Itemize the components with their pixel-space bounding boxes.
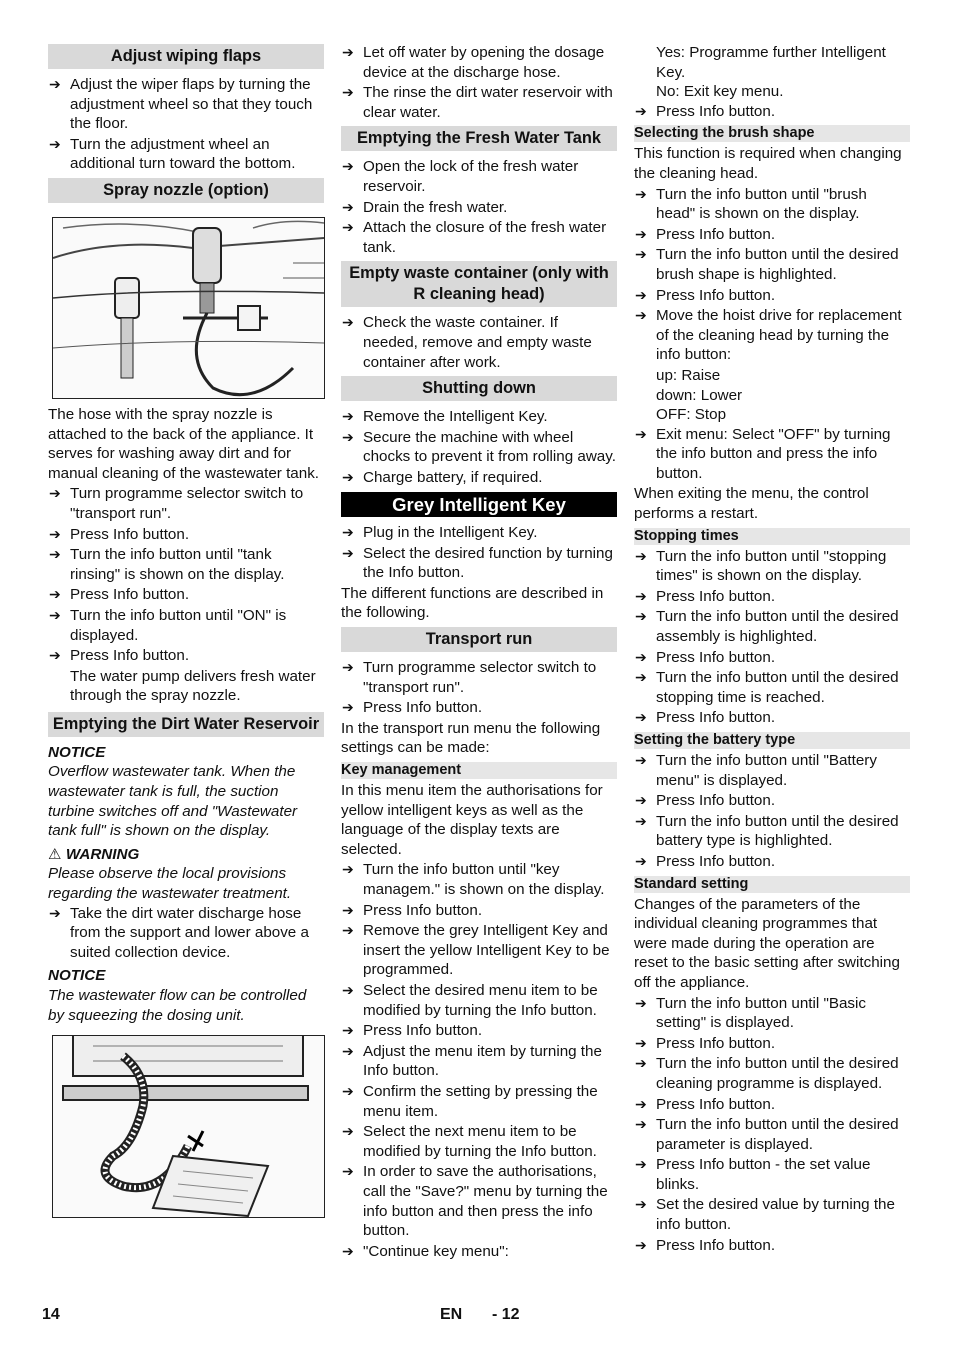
page-number: 14 (42, 1306, 60, 1323)
list-item: ➔ Turn the info button until "brush head" is shown on the display. (635, 185, 867, 223)
list-item: ➔ Confirm the setting by pressing the menu item. (342, 1082, 598, 1120)
arrow-right-icon: ➔ (49, 135, 61, 152)
arrow-right-icon: ➔ (342, 1082, 354, 1099)
list-item: ➔ Turn the info button until "key managem." is shown on the display. (342, 861, 605, 898)
heading-spray-nozzle: Spray nozzle (option) (48, 178, 324, 203)
heading-adjust-wiping-flaps: Adjust wiping flaps (48, 44, 324, 69)
list-item: ➔ Open the lock of the fresh water reservoir. (342, 158, 579, 195)
indented-text: Yes: Programme further Intelligent Key. (656, 44, 886, 81)
arrow-right-icon: ➔ (635, 669, 647, 686)
list-item: ➔ Attach the closure of the fresh water tank. (342, 219, 607, 256)
warning-label: ⚠ WARNING (48, 845, 140, 863)
heading-emptying-fresh-water: Emptying the Fresh Water Tank (341, 126, 617, 151)
list-item: ➔ Check the waste container. If needed, remove and empty waste container after work. (342, 314, 592, 371)
list-item: ➔ Turn the info button until the desired stopping time is reached. (635, 669, 899, 706)
list-item: ➔ Press Info button. (635, 1095, 776, 1113)
list-item: ➔ Press Info button. (342, 1022, 483, 1040)
arrow-right-icon: ➔ (342, 922, 354, 939)
arrow-right-icon: ➔ (342, 468, 354, 485)
list-item: ➔ Remove the Intelligent Key. (342, 408, 548, 426)
paragraph: When exiting the menu, the control performs a restart. (634, 485, 869, 523)
arrow-right-icon: ➔ (635, 994, 647, 1011)
heading-stopping-times: Stopping times (634, 528, 910, 545)
arrow-right-icon: ➔ (49, 525, 61, 542)
arrow-right-icon: ➔ (342, 699, 354, 716)
arrow-right-icon: ➔ (342, 861, 354, 878)
indented-text: up: Raise (656, 366, 721, 384)
list-item: ➔ Press Info button. (49, 647, 190, 665)
paragraph: This function is required when changing the cleaning head. (634, 145, 902, 182)
list-item: ➔ Turn the info button until "stopping times" is shown on the display. (635, 547, 887, 585)
heading-standard-setting: Standard setting (634, 876, 910, 893)
notice-text: The wastewater flow can be controlled by squeezing the dosing unit. (48, 987, 307, 1024)
arrow-right-icon: ➔ (635, 1055, 647, 1072)
list-item: ➔ Drain the fresh water. (342, 198, 508, 216)
list-item: ➔ Press Info button. (342, 901, 483, 919)
list-item: ➔ Turn programme selector switch to "transport run". (342, 659, 597, 696)
arrow-right-icon: ➔ (635, 307, 647, 324)
list-item: ➔ Select the desired function by turning the Info button. (342, 544, 613, 582)
arrow-right-icon: ➔ (635, 102, 647, 119)
arrow-right-icon: ➔ (635, 246, 647, 263)
list-item: ➔ Press Info button. (635, 792, 776, 810)
heading-key-management: Key management (341, 762, 617, 779)
arrow-right-icon: ➔ (635, 608, 647, 625)
language-code: EN (440, 1306, 463, 1323)
column-2 (341, 43, 617, 1262)
arrow-right-icon: ➔ (635, 1196, 647, 1213)
list-item: ➔ Exit menu: Select "OFF" by turning the info button and press the info button. (635, 425, 891, 482)
list-item: ➔ Turn the info button until "ON" is displayed. (49, 606, 287, 644)
arrow-right-icon: ➔ (49, 76, 61, 92)
list-item: ➔ Press Info button. (635, 225, 776, 243)
list-item: ➔ Turn the info button until "Battery menu" is displayed. (635, 752, 877, 789)
list-item: ➔ Turn the info button until "tank rinsing" is shown on the display. (49, 546, 285, 583)
list-item: ➔ Press Info button. (635, 587, 776, 605)
discharge-hose-figure (52, 1035, 325, 1218)
heading-transport-run: Transport run (341, 627, 617, 652)
list-item: ➔ Press Info button. (635, 852, 776, 870)
list-item: ➔ Charge battery, if required. (342, 468, 543, 486)
list-item: ➔ Remove the grey Intelligent Key and insert the yellow Intelligent Key to be programmed. (342, 922, 610, 979)
arrow-right-icon: ➔ (342, 1022, 354, 1039)
list-item: ➔ Take the dirt water discharge hose from the support and lower above a suited collection device. (49, 904, 309, 961)
arrow-right-icon: ➔ (49, 647, 61, 664)
paragraph: The different functions are described in the following. (341, 584, 604, 622)
arrow-right-icon: ➔ (49, 546, 61, 563)
list-item: ➔ Set the desired value by turning the info button. (635, 1196, 895, 1234)
arrow-right-icon: ➔ (635, 752, 647, 768)
list-item: ➔ Turn the info button until the desired battery type is highlighted. (635, 812, 899, 850)
list-item: ➔ The rinse the dirt water reservoir with clear water. (342, 84, 613, 121)
list-item: ➔ Select the next menu item to be modified by turning the Info button. (342, 1123, 597, 1160)
notice-label: NOTICE (48, 967, 106, 985)
arrow-right-icon: ➔ (49, 485, 61, 502)
arrow-right-icon: ➔ (342, 44, 354, 60)
list-item: ➔ Adjust the wiper flaps by turning the adjustment wheel so that they touch the floor. (49, 76, 313, 133)
paragraph: In this menu item the authorisations for yellow intelligent keys as well as the language of the display texts are selected. (341, 782, 603, 858)
indented-text: The water pump delivers fresh water through the spray nozzle. (70, 667, 316, 705)
arrow-right-icon: ➔ (342, 198, 354, 215)
arrow-right-icon: ➔ (635, 286, 647, 303)
arrow-right-icon: ➔ (635, 852, 647, 869)
sub-page-number: - 12 (492, 1306, 520, 1323)
list-item: ➔ Plug in the Intelligent Key. (342, 524, 538, 542)
list-item: ➔ Turn the info button until the desired cleaning programme is displayed. (635, 1055, 899, 1092)
warning-text: Please observe the local provisions regarding the wastewater treatment. (48, 865, 292, 903)
list-item: ➔ Turn the info button until the desired parameter is displayed. (635, 1116, 899, 1153)
paragraph: The hose with the spray nozzle is attached to the back of the appliance. It serves for washing away dirt and for manual cleaning of the wastewater tank. (48, 405, 320, 482)
list-item: ➔ In order to save the authorisations, call the "Save?" menu by turning the info button and then press the info button. (342, 1163, 608, 1240)
notice-text: Overflow wastewater tank. When the wastewater tank is full, the suction turbine switches off and "Wastewater tank full" is shown on the display. (48, 763, 298, 840)
list-item: ➔ Turn programme selector switch to "transport run". (49, 485, 304, 522)
discharge-hose-illustration (53, 1036, 324, 1217)
list-item: ➔ Press Info button. (342, 699, 483, 717)
arrow-right-icon: ➔ (342, 428, 354, 445)
list-item: ➔ "Continue key menu": (342, 1242, 509, 1260)
arrow-right-icon: ➔ (342, 981, 354, 998)
arrow-right-icon: ➔ (342, 408, 354, 425)
list-item: ➔ Adjust the menu item by turning the Info button. (342, 1042, 602, 1080)
indented-text: OFF: Stop (656, 406, 727, 424)
arrow-right-icon: ➔ (635, 1034, 647, 1051)
arrow-right-icon: ➔ (342, 84, 354, 101)
heading-empty-waste-container: Empty waste container (only with R cleaning head) (341, 261, 617, 307)
arrow-right-icon: ➔ (342, 901, 354, 918)
column-1 (48, 43, 324, 1224)
list-item: ➔ Turn the info button until "Basic setting" is displayed. (635, 994, 866, 1032)
arrow-right-icon: ➔ (342, 1163, 354, 1180)
list-item: ➔ Press Info button. (635, 1236, 776, 1254)
spray-nozzle-illustration (53, 218, 324, 398)
arrow-right-icon: ➔ (342, 544, 354, 561)
arrow-right-icon: ➔ (342, 219, 354, 236)
arrow-right-icon: ➔ (635, 1156, 647, 1173)
list-item: ➔ Move the hoist drive for replacement of the cleaning head by turning the info button: (635, 307, 902, 364)
arrow-right-icon: ➔ (342, 158, 354, 175)
arrow-right-icon: ➔ (342, 1123, 354, 1140)
heading-shutting-down: Shutting down (341, 376, 617, 401)
arrow-right-icon: ➔ (635, 587, 647, 604)
arrow-right-icon: ➔ (342, 1242, 354, 1259)
list-item: ➔ Press Info button. (635, 102, 776, 120)
arrow-right-icon: ➔ (635, 648, 647, 665)
list-item: ➔ Press Info button. (635, 709, 776, 727)
heading-selecting-brush-shape: Selecting the brush shape (634, 125, 910, 142)
list-item: ➔ Select the desired menu item to be modified by turning the Info button. (342, 981, 598, 1019)
arrow-right-icon: ➔ (635, 792, 647, 809)
column-3 (634, 43, 910, 1256)
list-item: ➔ Turn the info button until the desired assembly is highlighted. (635, 608, 899, 646)
list-item: ➔ Press Info button. (635, 648, 776, 666)
arrow-right-icon: ➔ (635, 1116, 647, 1133)
arrow-right-icon: ➔ (635, 709, 647, 726)
arrow-right-icon: ➔ (635, 547, 647, 564)
heading-grey-intelligent-key: Grey Intelligent Key (341, 492, 617, 518)
indented-text: down: Lower (656, 386, 743, 404)
warning-triangle-icon: ⚠ (48, 845, 62, 863)
list-item: ➔ Turn the info button until the desired brush shape is highlighted. (635, 246, 899, 283)
arrow-right-icon: ➔ (342, 659, 354, 676)
list-item: ➔ Press Info button. (49, 525, 190, 543)
paragraph: Changes of the parameters of the individual cleaning programmes that were made during the operation are reset to the basic setting after switching off the appliance. (634, 895, 900, 991)
arrow-right-icon: ➔ (342, 1042, 354, 1059)
arrow-right-icon: ➔ (49, 606, 61, 623)
indented-text: No: Exit key menu. (656, 83, 784, 101)
list-item: ➔ Press Info button. (635, 286, 776, 304)
arrow-right-icon: ➔ (342, 314, 354, 331)
heading-emptying-dirt-water: Emptying the Dirt Water Reservoir (48, 712, 324, 737)
list-item: ➔ Secure the machine with wheel chocks to prevent it from rolling away. (342, 428, 616, 466)
list-item: ➔ Press Info button - the set value blinks. (635, 1156, 871, 1193)
notice-label: NOTICE (48, 743, 106, 761)
list-item: ➔ Press Info button. (49, 586, 190, 604)
list-item: ➔ Turn the adjustment wheel an additional turn toward the bottom. (49, 135, 296, 173)
arrow-right-icon: ➔ (342, 524, 354, 541)
arrow-right-icon: ➔ (49, 586, 61, 603)
heading-setting-battery-type: Setting the battery type (634, 732, 910, 749)
arrow-right-icon: ➔ (635, 185, 647, 202)
list-item: ➔ Let off water by opening the dosage device at the discharge hose. (342, 44, 605, 81)
spray-nozzle-figure (52, 217, 325, 399)
arrow-right-icon: ➔ (635, 1236, 647, 1253)
list-item: ➔ Press Info button. (635, 1034, 776, 1052)
arrow-right-icon: ➔ (49, 904, 61, 921)
arrow-right-icon: ➔ (635, 425, 647, 442)
arrow-right-icon: ➔ (635, 1095, 647, 1112)
paragraph: In the transport run menu the following settings can be made: (341, 719, 601, 757)
arrow-right-icon: ➔ (635, 812, 647, 829)
arrow-right-icon: ➔ (635, 225, 647, 242)
